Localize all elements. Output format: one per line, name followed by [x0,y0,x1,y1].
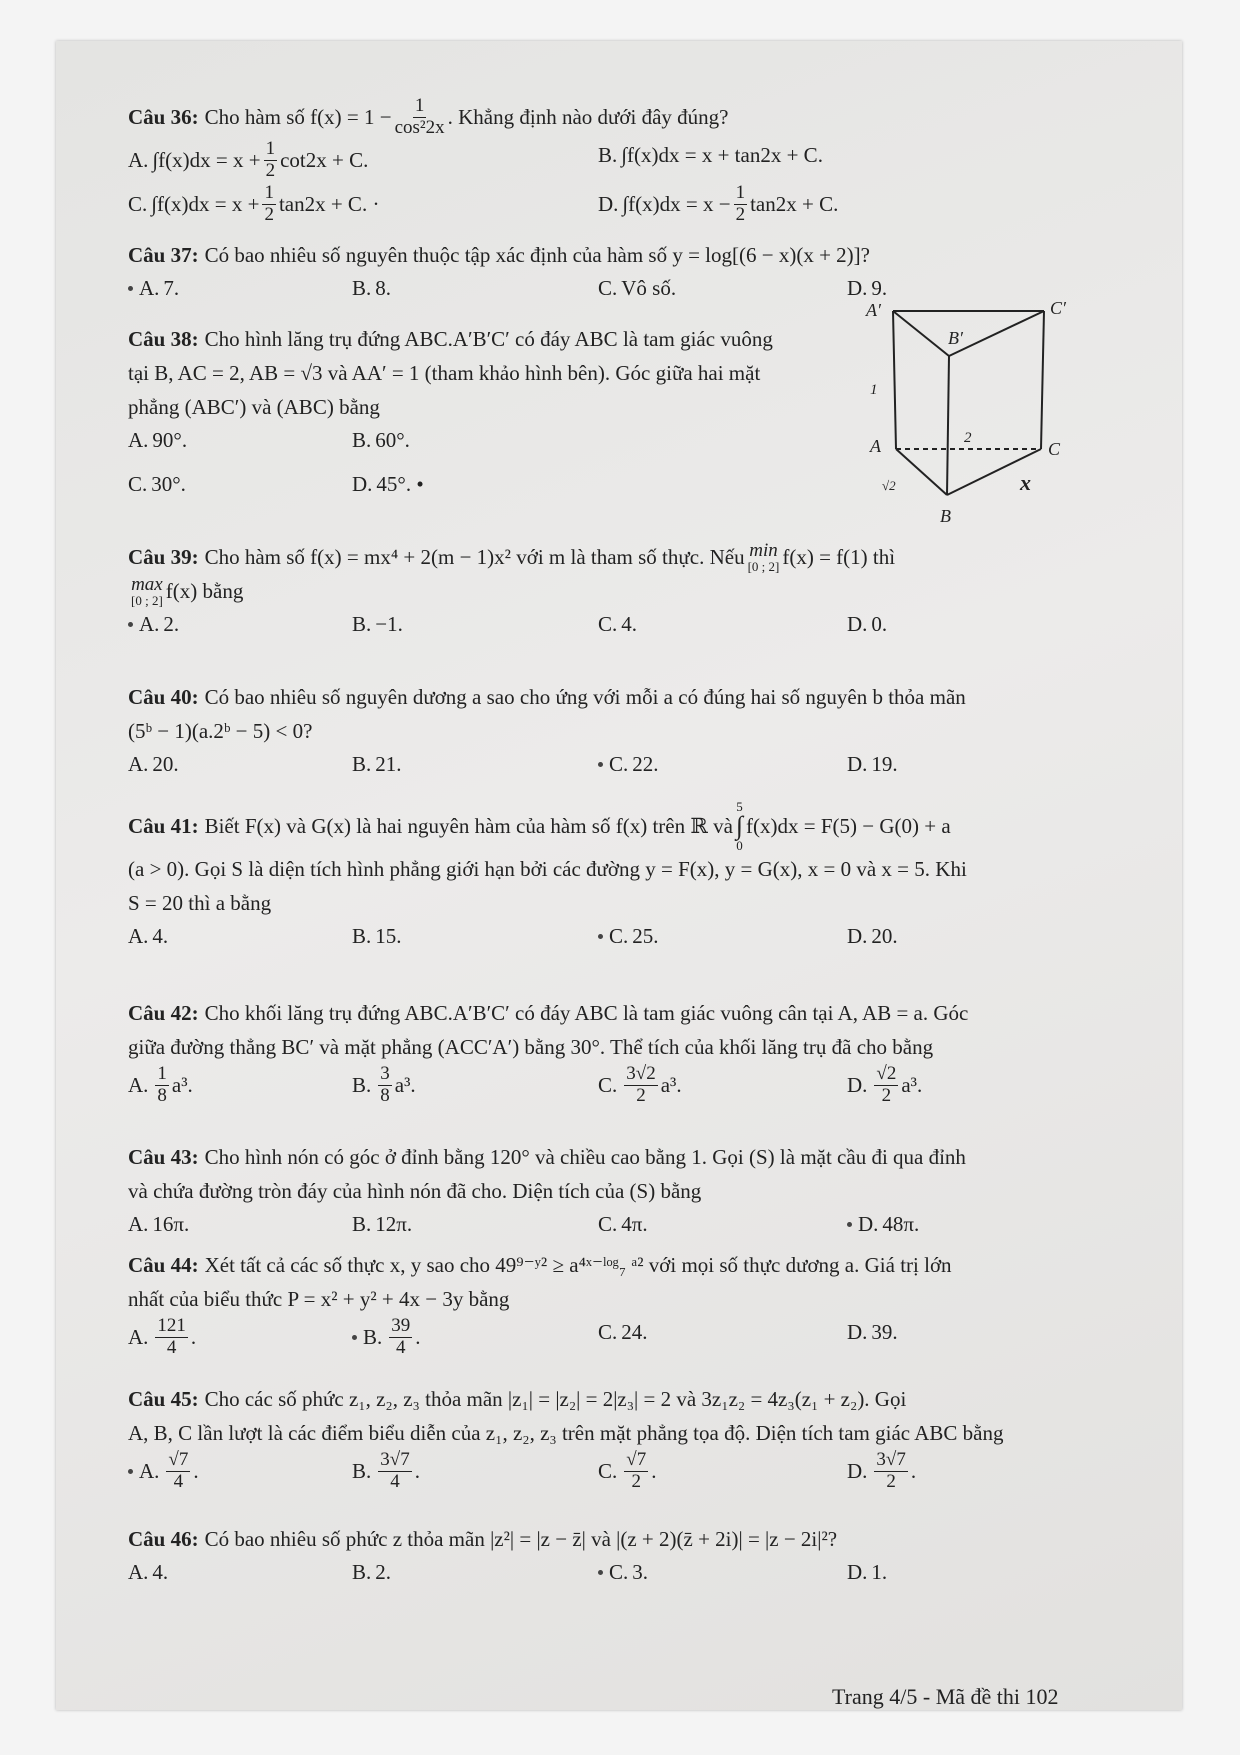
math-text: 2. [163,612,180,636]
numerator: 1 [264,181,274,203]
math-text: Có bao nhiêu số nguyên dương a sao cho ứng với mỗi a có đúng hai số nguyên b thỏa mãn [204,684,966,709]
question-label: Câu 45: [128,1386,199,1411]
question-label: Câu 37: [128,242,199,267]
math-text: 20. [871,924,898,948]
answer-option-a[interactable] [128,1450,199,1493]
question-line [128,714,1088,748]
numerator: 1 [157,1063,167,1084]
question-line [128,96,1088,139]
label-c-prime: C′ [1050,300,1066,318]
label-edge-ab: √2 [882,478,896,493]
denominator: 4 [390,1470,400,1492]
label-a: A [870,436,881,456]
operator-symbol: min [749,540,778,561]
math-text: 45°. • [376,472,424,496]
edge-ab [896,449,947,495]
numerator: 3√2 [626,1063,656,1084]
question-line [128,1416,1088,1450]
answer-row [128,1556,1088,1600]
answer-option-d[interactable] [847,1064,922,1107]
math-text: 21. [375,752,402,776]
math-text: 2. [375,1560,392,1584]
answer-option-d[interactable] [847,748,898,781]
answer-option-c[interactable] [598,1064,682,1107]
math-text: 7. [163,276,180,300]
option-letter: C. [598,276,618,300]
math-text: Biết F(x) và G(x) là hai nguyên hàm của hàm số f(x) trên ℝ và [204,813,733,838]
answer-mark-dot [598,762,603,767]
answer-option-a[interactable] [128,424,187,457]
answer-option-a[interactable] [128,1064,193,1107]
answer-option-c[interactable] [598,1450,656,1493]
math-text: 12π. [375,1212,413,1236]
question-line [128,1282,1088,1316]
math-text: 15. [375,924,402,948]
label-b: B [940,506,951,526]
math-text: 22. [632,752,659,776]
question-line [128,1030,1088,1064]
fraction [624,1450,648,1493]
label-edge-ac: 2 [964,430,972,446]
answer-option-c[interactable] [598,272,676,305]
fraction [874,1064,898,1107]
question-line [128,540,1088,574]
math-text: 19. [871,752,898,776]
numerator: 3√7 [876,1449,906,1470]
answer-option-b[interactable] [352,748,402,781]
math-text: Vô số. [621,276,677,300]
question-line [128,1248,1088,1282]
operator-min [748,541,780,573]
answer-option-a[interactable] [128,272,179,305]
question-line [128,1174,1088,1208]
operator-symbol: ∫ [735,811,744,840]
math-text: 20. [152,752,179,776]
question-label: Câu 44: [128,1252,199,1277]
option-letter: A. [128,924,149,948]
fraction [734,183,748,226]
math-text: 24. [621,1320,648,1344]
edge-b1c1 [949,311,1044,356]
option-letter: C. [598,612,618,636]
fraction [389,1316,412,1359]
math-text: Cho hình nón có góc ở đỉnh bằng 120° và chiều cao bằng 1. Gọi (S) là mặt cầu đi qua đỉnh [204,1144,966,1169]
denominator: 2 [631,1470,641,1492]
option-letter: B. [363,1325,383,1350]
math-text: (5ᵇ − 1)(a.2ᵇ − 5) < 0? [128,718,313,743]
answer-option-a[interactable] [128,1316,196,1359]
denominator: 2 [886,1470,896,1492]
denominator: 4 [396,1336,406,1358]
option-letter: A. [128,428,149,452]
option-letter: B. [352,1459,372,1484]
fraction [378,1450,411,1493]
math-text: a³. [660,1073,682,1098]
fraction [262,183,276,226]
option-letter: D. [847,752,868,776]
math-text: 1. [871,1560,888,1584]
edge-bb1 [947,356,949,495]
answer-option-d[interactable] [598,183,838,226]
answer-option-a[interactable] [128,748,179,781]
option-letter: A. [128,1073,149,1098]
operator-max [131,575,163,607]
answer-option-b[interactable] [352,1450,420,1493]
upper-limit: 5 [736,799,743,814]
fraction [155,1064,169,1107]
math-text: 3. [632,1560,649,1584]
denominator: 2 [265,159,276,181]
math-text: nhất của biểu thức P = x² + y² + 4x − 3y bằng [128,1286,510,1311]
math-text: . [190,1325,197,1350]
numerator: 39 [391,1315,411,1336]
math-text: ∫f(x)dx = x − [622,191,731,216]
denominator: 2 [264,203,274,225]
denominator: 2 [636,1084,646,1106]
denominator: 8 [157,1084,167,1106]
option-letter: C. [598,1212,618,1236]
question-45 [128,1382,1088,1494]
fraction [264,139,278,182]
math-text: S = 20 thì a bằng [128,890,272,915]
question-line [128,1382,1088,1416]
option-letter: C. [128,191,148,216]
answer-row [128,920,1088,964]
option-letter: D. [847,1073,868,1098]
answer-option-b[interactable] [598,139,823,172]
math-text: . [910,1459,917,1484]
math-text: tan2x + C. [750,191,839,216]
numerator: 1 [265,137,276,159]
math-text: Cho hàm số f(x) = mx⁴ + 2(m − 1)x² với m là tham số thực. Nếu [204,544,745,569]
lower-limit: [0 ; 2] [131,593,163,608]
math-text: f(x) = f(1) thì [782,544,896,569]
math-text: Có bao nhiêu số nguyên thuộc tập xác định của hàm số y = log[(6 − x)(x + 2)]? [204,242,870,267]
option-letter: D. [858,1212,879,1236]
label-edge-aa: 1 [870,382,878,398]
fraction [378,1064,392,1107]
label-edge-bc: x [1020,470,1031,495]
option-letter: C. [609,1560,629,1584]
option-letter: C. [128,472,148,496]
option-letter: C. [598,1073,618,1098]
question-line [128,852,1088,886]
option-letter: B. [598,142,618,167]
math-text: và chứa đường tròn đáy của hình nón đã cho. Diện tích của (S) bằng [128,1178,702,1203]
question-42 [128,996,1088,1108]
denominator: cos²2x [394,116,445,138]
math-text: 90°. [152,428,188,452]
question-line [128,574,1088,608]
page-footer: Trang 4/5 - Mã đề thi 102 [832,1684,1059,1709]
fraction [874,1450,907,1493]
answer-row [128,183,1088,227]
answer-option-d[interactable] [847,920,898,953]
answer-option-b[interactable] [352,424,410,457]
operator-integral [736,800,743,852]
option-letter: A. [128,1325,149,1350]
answer-option-d[interactable] [847,608,887,641]
math-text: 8. [375,276,392,300]
numerator: 121 [157,1315,186,1336]
question-line [128,1140,1088,1174]
math-text: . [193,1459,199,1484]
option-letter: B. [352,1560,372,1584]
option-letter: A. [139,612,160,636]
denominator: 4 [166,1336,177,1358]
math-text: Cho khối lăng trụ đứng ABC.A′B′C′ có đáy ABC là tam giác vuông cân tại A, AB = a. Góc [204,1000,969,1025]
math-text: (a > 0). Gọi S là diện tích hình phẳng giới hạn bởi các đường y = F(x), y = G(x), x = 0 và x = 5. Khi [128,856,967,881]
question-line [128,886,1088,920]
answer-option-c[interactable] [598,1208,648,1241]
answer-option-a[interactable] [128,1208,189,1241]
option-letter: B. [352,924,372,948]
answer-option-a[interactable] [128,920,168,953]
math-text: −1. [375,612,403,636]
option-letter: D. [847,1560,868,1584]
math-text: ∫f(x)dx = x + [151,191,260,216]
math-text: 9. [871,276,888,300]
math-text: phẳng (ABC′) và (ABC) bằng [128,394,380,419]
question-36 [128,96,1088,227]
answer-option-d[interactable] [352,468,424,501]
math-text: Cho các số phức z₁, z₂, z₃ thỏa mãn |z₁| = |z₂| = 2|z₃| = 2 và 3z₁z₂ = 4z₃(z₁ + z₂). Gọi [204,1386,907,1411]
math-text: 48π. [882,1212,920,1236]
math-text: Cho hình lăng trụ đứng ABC.A′B′C′ có đáy ABC là tam giác vuông [204,326,773,351]
question-label: Câu 39: [128,544,199,569]
answer-option-a[interactable] [128,608,179,641]
option-letter: D. [847,1459,868,1484]
math-text: Có bao nhiêu số phức z thỏa mãn |z²| = |z − z̄| và |(z + 2)(z̄ + 2i)| = |z − 2i|²? [204,1526,838,1551]
math-text: . Khẳng định nào dưới đây đúng? [447,105,729,130]
label-a-prime: A′ [866,300,881,320]
option-letter: D. [847,276,868,300]
answer-mark-dot [128,1469,133,1474]
denominator: 2 [735,203,746,225]
math-text: tan2x + C. · [278,191,380,216]
answer-option-b[interactable] [352,608,403,641]
question-44 [128,1248,1088,1360]
question-label: Câu 46: [128,1526,199,1551]
answer-option-c[interactable] [598,608,637,641]
option-letter: B. [352,612,372,636]
lower-limit: [0 ; 2] [747,559,780,574]
question-43 [128,1140,1088,1252]
math-text: f(x) bằng [165,578,244,603]
option-letter: C. [609,752,629,776]
option-letter: B. [352,276,372,300]
prism-figure [860,300,1090,535]
denominator: 2 [881,1084,892,1106]
math-text: 4. [621,612,638,636]
numerator: √7 [626,1449,647,1470]
numerator: 3 [380,1063,390,1084]
math-text: Xét tất cả các số thực x, y sao cho 49⁹⁻ʸ² ≥ a⁴ˣ⁻ˡᵒᵍ₇ ᵃ² với mọi số thực dương a. Giá trị lớn [204,1252,952,1277]
question-label: Câu 40: [128,684,199,709]
answer-option-c[interactable] [598,1316,648,1349]
fraction [155,1316,188,1359]
answer-option-c[interactable] [598,748,659,781]
edge-aa1 [893,311,896,449]
option-letter: B. [352,1212,372,1236]
question-41 [128,800,1088,964]
question-40 [128,680,1088,792]
edge-a1b1 [893,311,949,356]
option-letter: B. [352,428,372,452]
answer-mark-dot [598,934,603,939]
math-text: Cho hàm số f(x) = 1 − [204,105,392,130]
question-line [128,800,1088,852]
option-letter: A. [128,147,149,172]
numerator: 1 [414,95,425,116]
math-text: 4. [152,1560,169,1584]
answer-option-b[interactable] [352,920,402,953]
math-text: . [414,1459,420,1484]
denominator: 8 [380,1084,390,1106]
numerator: 3√7 [380,1449,410,1470]
answer-option-c[interactable] [598,1556,648,1589]
question-39 [128,540,1088,652]
fraction [166,1450,190,1493]
option-letter: B. [352,752,372,776]
option-letter: D. [352,472,373,496]
math-text: 25. [632,924,659,948]
answer-row [128,1450,1088,1494]
question-label: Câu 42: [128,1000,199,1025]
answer-option-a[interactable] [128,139,368,182]
math-text: tại B, AC = 2, AB = √3 và AA′ = 1 (tham khảo hình bên). Góc giữa hai mặt [128,360,761,385]
answer-option-a[interactable] [128,1556,168,1589]
math-text: A, B, C lần lượt là các điểm biểu diễn của z₁, z₂, z₃ trên mặt phẳng tọa độ. Diện tích tam giác ABC bằng [128,1420,1004,1445]
option-letter: C. [598,1320,618,1344]
option-letter: D. [847,612,868,636]
answer-row [128,1208,1088,1252]
numerator: √7 [168,1449,189,1470]
answer-mark-dot [128,286,133,291]
option-letter: A. [139,1459,160,1484]
math-text: f(x)dx = F(5) − G(0) + a [746,813,951,838]
math-text: . [651,1459,657,1484]
math-text: 16π. [152,1212,190,1236]
answer-option-b[interactable] [352,1556,391,1589]
edge-cc1 [1041,311,1044,449]
math-text: 4. [152,924,169,948]
option-letter: D. [847,1320,868,1344]
answer-option-c[interactable] [128,468,186,501]
math-text: 30°. [151,472,186,496]
answer-option-d[interactable] [847,1208,919,1241]
question-label: Câu 43: [128,1144,199,1169]
answer-mark-dot [352,1335,357,1340]
answer-option-b[interactable] [352,272,391,305]
math-text: giữa đường thẳng BC′ và mặt phẳng (ACC′A′) bằng 30°. Thể tích của khối lăng trụ đã cho bằng [128,1034,934,1059]
answer-option-d[interactable] [847,1316,898,1349]
question-line [128,1522,1088,1556]
question-label: Câu 38: [128,326,199,351]
question-line [128,238,1088,272]
math-text: 0. [871,612,888,636]
math-text: 39. [871,1320,898,1344]
answer-option-d[interactable] [847,1450,916,1493]
answer-row [128,748,1088,792]
label-c: C [1048,439,1061,459]
answer-mark-dot [847,1222,852,1227]
question-line [128,680,1088,714]
answer-option-c[interactable] [598,920,659,953]
fraction [624,1064,657,1107]
math-text: 60°. [375,428,410,452]
option-letter: A. [128,752,149,776]
option-letter: A. [128,1560,149,1584]
math-text: a³. [901,1073,923,1098]
math-text: cot2x + C. [280,147,369,172]
question-label: Câu 36: [128,105,199,130]
math-text: a³. [394,1073,416,1098]
denominator: 4 [173,1470,184,1492]
option-letter: D. [847,924,868,948]
option-letter: B. [352,1073,372,1098]
option-letter: C. [598,1459,618,1484]
answer-option-d[interactable] [847,1556,887,1589]
option-letter: C. [609,924,629,948]
fraction [395,96,445,139]
lower-limit: 0 [736,838,743,853]
answer-option-b[interactable] [352,1208,412,1241]
label-b-prime: B′ [948,328,963,348]
answer-option-b[interactable] [352,1064,416,1107]
answer-row [128,1064,1088,1108]
answer-row [128,608,1088,652]
answer-option-c[interactable] [128,183,379,226]
option-letter: A. [128,1212,149,1236]
option-letter: A. [139,276,160,300]
math-text: a³. [171,1073,193,1098]
answer-mark-dot [128,622,133,627]
answer-mark-dot [598,1570,603,1575]
math-text: ∫f(x)dx = x + tan2x + C. [621,142,823,167]
numerator: 1 [735,181,746,203]
question-label: Câu 41: [128,813,199,838]
math-text: ∫f(x)dx = x + [152,147,261,172]
question-46 [128,1522,1088,1600]
answer-row [128,139,1088,183]
operator-symbol: max [131,574,163,595]
numerator: √2 [876,1063,897,1084]
math-text: . [415,1325,421,1350]
answer-option-b[interactable] [352,1316,421,1359]
option-letter: D. [598,191,619,216]
question-line [128,996,1088,1030]
math-text: 4π. [621,1212,648,1236]
answer-row [128,1316,1088,1360]
